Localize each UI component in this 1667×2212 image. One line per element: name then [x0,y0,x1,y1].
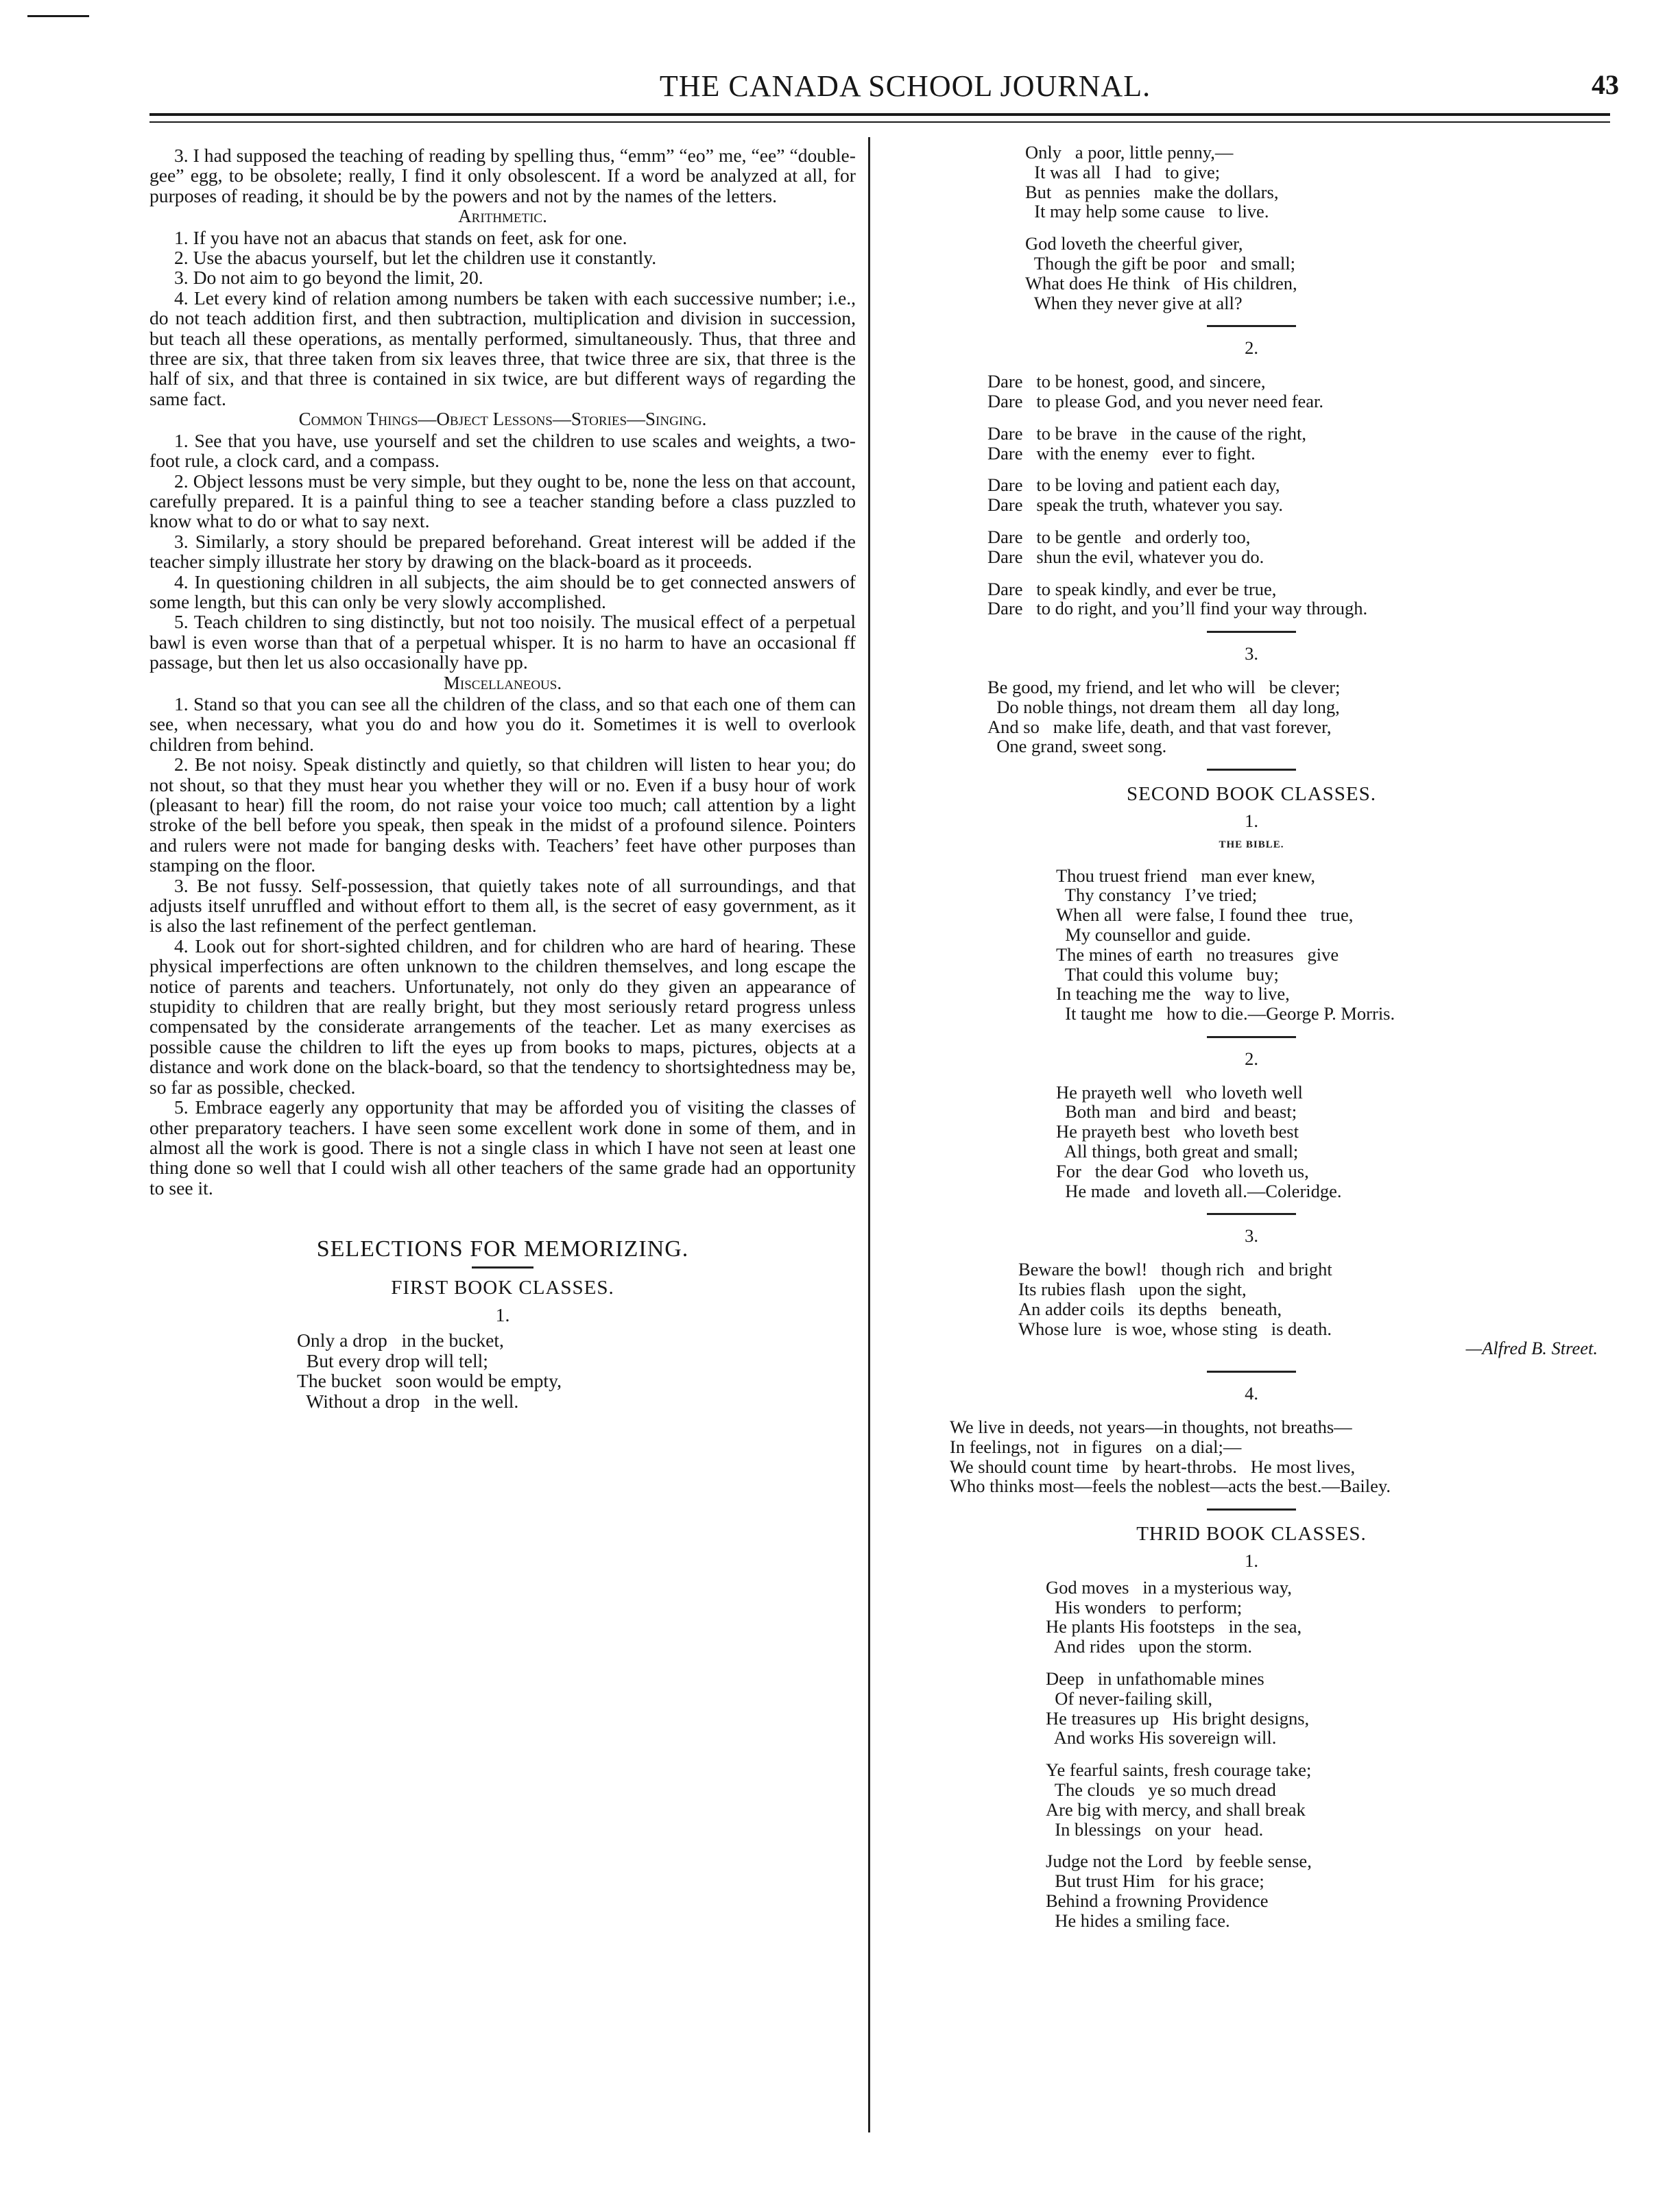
poem-line: He plants His footsteps in the sea, [1046,1616,1302,1637]
first-book-title: FIRST BOOK CLASSES. [391,1276,614,1299]
poem-line: When they never give at all? [1025,292,1243,313]
column-divider [868,137,870,2132]
second-book-number-3: 3. [1245,1225,1258,1247]
header-rule-thin [149,121,1610,123]
poem-line: Do noble things, not dream them all day long, [987,696,1340,717]
poem-line: Dare with the enemy ever to fight. [987,442,1256,464]
misc-item-2: 2. Be not noisy. Speak distinctly and quietly, so that children will listen to hear you; do not shout, so that they must hear you whether they will or no. Even if a busy hour of work (pleasant to hear) fill the room, do not raise your voice too much; call attention by a light stroke of the bell before you speak, then speak in the midst of a profound silence. Pointers and rulers were not made for banging desks with. Teachers’ feet have other purposes than stamping on the floor. [149,754,856,876]
stanza-rule [1207,1036,1296,1038]
poem-line: Judge not the Lord by feeble sense, [1046,1851,1312,1872]
poem-line: God loveth the cheerful giver, [1025,233,1243,254]
poem-line: Behind a frowning Providence [1046,1890,1269,1911]
poem-line: The mines of earth no treasures give [1056,943,1339,965]
dare-couplet [987,579,1611,619]
poem-line: What does He think of His children, [1025,272,1297,293]
poem-line: Dare speak the truth, whatever you say. [987,494,1283,516]
poem-line: The bucket soon would be empty, [297,1370,562,1392]
selections-title: SELECTIONS FOR MEMORIZING. [316,1236,689,1262]
poem-line: Of never-failing skill, [1046,1687,1213,1709]
right-column [891,143,1611,1943]
section-rule [1207,1508,1296,1511]
poem-line: Ye fearful saints, fresh courage take; [1046,1759,1312,1781]
poem-line: Dare to be gentle and orderly too, [987,526,1251,547]
arithmetic-item-4: 4. Let every kind of relation among numbers be taken with each successive number; i.e., do not teach addition first, and then subtraction, multiplication and division in succession, but teach all these operations, as mentally performed, simultaneously. Thus, that three and three are six, that three taken from six leaves three, that twice three are six, that three is the half of six, and that three is contained in six twice, are but different ways of regarding the same fact. [149,287,856,409]
stanza-rule [1207,631,1296,633]
poem-line: It taught me how to die.—George P. Morris. [1056,1003,1395,1024]
poem-line: It may help some cause to live. [1025,201,1269,222]
page-number: 43 [1592,69,1619,100]
left-column [149,145,856,1423]
poem-line: Beware the bowl! though rich and bright [1018,1259,1332,1280]
poem-line: He treasures up His bright designs, [1046,1707,1310,1729]
poem-line: His wonders to perform; [1046,1596,1243,1618]
poem-line: For the dear God who loveth us, [1056,1160,1309,1181]
poem-line: Are big with mercy, and shall break [1046,1799,1306,1820]
cowper-stanza [1046,1578,1611,1657]
poem-line: All things, both great and small; [1056,1141,1299,1162]
poem-line: Whose lure is woe, whose sting is death. [1018,1318,1332,1339]
common-item-3: 3. Similarly, a story should be prepared beforehand. Great interest will be added if the teacher simply illustrate her story by drawing on the black-board as it proceeds. [149,530,856,573]
dare-couplet [987,527,1611,567]
first-book-number-2: 2. [1245,337,1258,359]
poem-line: That could this volume buy; [1056,963,1279,985]
arithmetic-item-2: 2. Use the abacus yourself, but let the children use it constantly. [174,247,657,269]
poem-line: The clouds ye so much dread [1046,1779,1276,1800]
common-item-5: 5. Teach children to sing distinctly, but not too noisily. The musical effect of a perpetual bawl is even worse than that of a perpetual whisper. It is no harm to have an occasional ff passage, but then let us also occasionally have pp. [149,611,856,673]
poem-line: In blessings on your head. [1046,1818,1264,1840]
poem-line: Dare to be honest, good, and sincere, [987,371,1266,392]
prayeth-stanza [891,1083,1611,1201]
poem-line: He made and loveth all.—Coleridge. [1056,1180,1342,1201]
common-item-4: 4. In questioning children in all subjects, the aim should be to get connected answers of some length, but this can only be very slowly accomplished. [149,570,856,612]
cowper-stanza [1046,1760,1611,1839]
poem-line: It was all I had to give; [1025,161,1221,182]
poem-line: God moves in a mysterious way, [1046,1576,1292,1598]
poem-line: He prayeth best who loveth best [1056,1121,1299,1142]
poem-line: And so make life, death, and that vast forever, [987,716,1332,737]
poem-line: But as pennies make the dollars, [1025,181,1279,202]
cowper-stanza [1046,1669,1611,1748]
poem-line: Dare shun the evil, whatever you do. [987,546,1264,567]
poem-line: He prayeth well who loveth well [1056,1081,1303,1103]
poem-line: One grand, sweet song. [987,736,1167,757]
page-title: THE CANADA SCHOOL JOURNAL. [659,69,1151,103]
bible-stanza [891,866,1611,1024]
poem-line: Who thinks most—feels the noblest—acts the best.—Bailey. [950,1476,1391,1497]
bowl-stanza [891,1260,1611,1358]
arithmetic-item-3: 3. Do not aim to go beyond the limit, 20. [174,267,483,289]
dare-poem [891,372,1611,618]
poem-line: In teaching me the way to live, [1056,983,1290,1005]
third-book-number-1: 1. [1245,1550,1258,1572]
poem-line: Though the gift be poor and small; [1025,252,1296,274]
stanza-rule [1207,1371,1296,1373]
poem-line: In feelings, not in figures on a dial;— [950,1436,1242,1457]
second-book-title: SECOND BOOK CLASSES. [1126,783,1377,806]
poem-line: And works His sovereign will. [1046,1727,1277,1748]
poem-line: Only a drop in the bucket, [297,1330,504,1351]
poem-line: Thou truest friend man ever knew, [1056,865,1315,886]
third-book-title: THRID BOOK CLASSES. [1136,1523,1367,1546]
misc-item-4: 4. Look out for short-sighted children, and for children who are hard of hearing. These physical imperfections are often unknown to the children themselves, and long escape the notice of parents and teachers. Unfortunately, not only do they given an appearance of stupidity to children that are really bright, but they most seriously retard progress unless compensated by the considerate arrangements of the teacher. Let as many exercises as possible cause the children to lift the eyes up from books to maps, pictures, objects at a distance and work done on the black-board, so that the tendency to shortsightedness may be, so far as possible, checked. [149,935,856,1098]
poem-line: Dare to do right, and you’ll find your way through. [987,598,1368,619]
poem-line: We live in deeds, not years—in thoughts, not breaths— [950,1417,1352,1438]
poem-line: Without a drop in the well. [297,1390,519,1412]
poem-line: Dare to please God, and you never need fear. [987,390,1324,411]
poem-line: An adder coils its depths beneath, [1018,1298,1282,1319]
stanza-rule [1207,325,1296,327]
penny-stanza [891,143,1611,221]
poem-line: But every drop will tell; [297,1349,488,1371]
bible-title: THE BIBLE. [1219,839,1284,850]
misc-item-1: 1. Stand so that you can see all the children of the class, and so that each one of them can see, when necessary, what you do and how you do it. Sometimes it is well to overlook children from behind. [149,693,856,755]
second-book-number-1: 1. [1245,810,1258,831]
common-things-heading: Common Things—Object Lessons—Stories—Singing. [298,409,707,430]
first-book-number-3: 3. [1245,643,1258,664]
poem-line: But trust Him for his grace; [1046,1871,1264,1892]
common-item-1: 1. See that you have, use yourself and set the children to use scales and weights, a two-foot rule, a clock card, and a compass. [149,429,856,472]
bucket-stanza [149,1330,856,1411]
arithmetic-item-1: 1. If you have not an abacus that stands on feet, ask for one. [174,226,627,248]
stanza-rule [1207,1213,1296,1215]
dare-couplet [987,372,1611,411]
bowl-attribution: —Alfred B. Street. [1465,1338,1598,1359]
poem-line: Its rubies flash upon the sight, [1018,1279,1247,1300]
poem-line: He hides a smiling face. [1046,1910,1230,1931]
misc-item-3: 3. Be not fussy. Self-possession, that quietly takes note of all surroundings, and that adjusts itself unruffled and without effort to them all, is the secret of easy government, as it is also the last refinement of the perfect gentleman. [149,874,856,937]
giver-stanza [891,234,1611,313]
poem-line: Dare to be brave in the cause of the right, [987,422,1307,444]
deeds-stanza [891,1417,1611,1496]
poem-line: My counsellor and guide. [1056,924,1251,945]
cowper-stanza [1046,1851,1611,1930]
poem-line: Thy constancy I’ve tried; [1056,885,1258,906]
second-book-number-4: 4. [1245,1383,1258,1404]
reading-paragraph: 3. I had supposed the teaching of reading by spelling thus, “emm” “eo” me, “ee” “double-gee” egg, to be obsolete; really, I find it only obsolescent. If a word be analyzed at all, for purposes of reading, it should be by the powers and not by the names of the letters. [149,145,856,206]
dare-couplet [987,475,1611,515]
dare-couplet [987,424,1611,464]
misc-item-5: 5. Embrace eagerly any opportunity that may be afforded you of visiting the classes of other preparatory teachers. I have seen some excellent work done in some of them, and in almost all the work is good. There is not a single class in which I have not seen at least one thing done so well that I could wish all other teachers of the same grade had an opportunity to see it. [149,1096,856,1199]
header-rule-thick [149,113,1610,116]
miscellaneous-heading: Miscellaneous. [443,672,562,693]
poem-line: And rides upon the storm. [1046,1636,1253,1657]
poem-line: Dare to speak kindly, and ever be true, [987,578,1277,599]
first-book-number-1: 1. [495,1303,510,1325]
be-good-stanza [891,677,1611,756]
poem-line: Dare to be loving and patient each day, [987,474,1280,496]
poem-line: Deep in unfathomable mines [1046,1668,1264,1690]
poem-line: When all were false, I found thee true, [1056,904,1354,926]
poem-line: Both man and bird and beast; [1056,1101,1297,1122]
corner-mark [27,15,89,17]
arithmetic-heading: Arithmetic. [458,206,547,227]
section-rule [1207,769,1296,771]
common-item-2: 2. Object lessons must be very simple, but they ought to be, none the less on that account, carefully prepared. It is a painful thing to see a teacher standing before a class puzzled to know what to do or what to say next. [149,470,856,532]
poem-line: Be good, my friend, and let who will be clever; [987,676,1341,697]
second-book-number-2: 2. [1245,1048,1258,1069]
poem-line: Only a poor, little penny,— [1025,142,1234,163]
cowper-poem [891,1578,1611,1931]
poem-line: We should count time by heart-throbs. He most lives, [950,1456,1356,1477]
section-rule [472,1266,533,1269]
